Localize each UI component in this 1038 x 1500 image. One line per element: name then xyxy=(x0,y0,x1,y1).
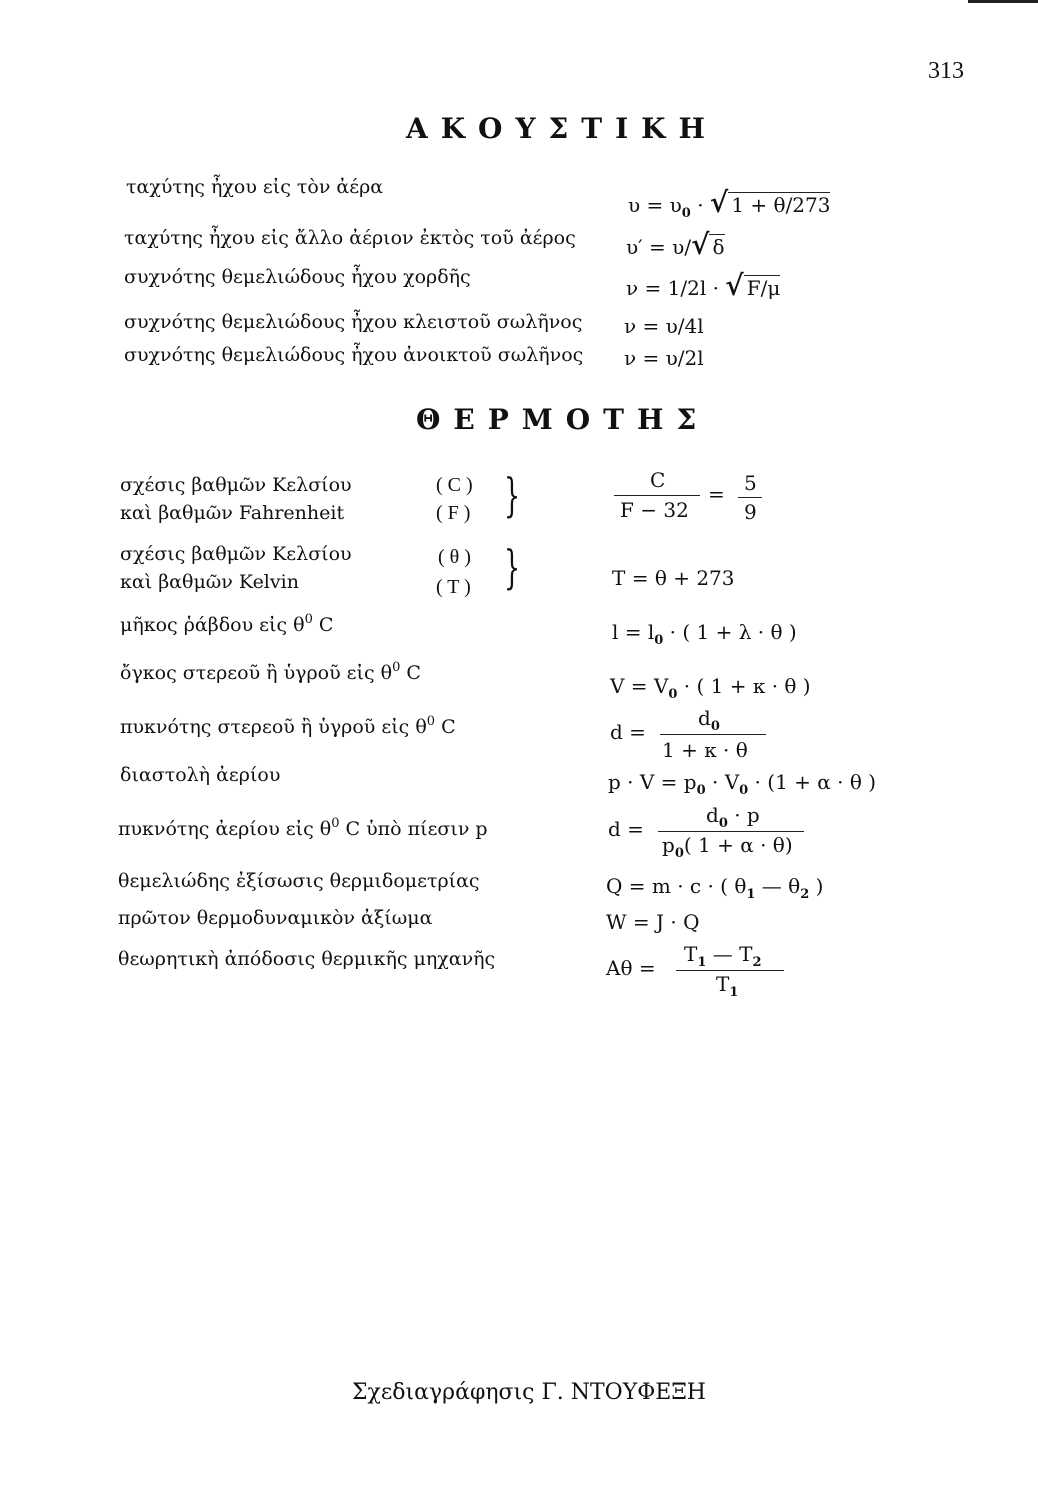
ck-label-2: καὶ βαθμῶν Kelvin xyxy=(120,571,299,593)
cf-brace: } xyxy=(504,468,521,522)
efficiency-fraction-line xyxy=(676,970,784,971)
acoustics-label-other-gas: ταχύτης ἦχου εἰς ἄλλο ἀέριον ἐκτὸς τοῦ ἀέρος xyxy=(124,227,576,249)
efficiency-lhs: Aθ = xyxy=(606,956,656,980)
calorimetry-label: θεμελιώδης ἐξίσωσις θερμιδομετρίας xyxy=(118,870,480,892)
efficiency-denominator: $T_1$ xyxy=(716,972,739,1000)
cf-num-left: C xyxy=(650,468,666,492)
gas-density-numerator: $d_0 \cdot p$ xyxy=(706,803,760,831)
gas-density-denominator: $p_0$( 1 + α · θ) xyxy=(662,833,793,861)
acoustics-title: ΑΚΟΥΣΤΙΚΗ xyxy=(406,112,718,145)
cf-label-2: καὶ βαθμῶν Fahrenheit xyxy=(120,502,345,524)
volume-label: ὄγκος στερεοῦ ἢ ὑγροῦ εἰς $\theta^0$ C xyxy=(120,660,421,684)
rod-length-formula: $l = l_0$ · ( 1 + λ · θ ) xyxy=(612,620,797,648)
density-denominator: 1 + κ · θ xyxy=(662,738,748,762)
acoustics-label-open-pipe: συχνότης θεμελιώδους ἦχου ἀνοικτοῦ σωλῆνος xyxy=(124,344,584,366)
density-lhs: d = xyxy=(610,720,646,744)
ck-formula: T = θ + 273 xyxy=(612,566,735,590)
ck-unit-t: ( T ) xyxy=(436,576,471,598)
cf-label-1: σχέσις βαθμῶν Κελσίου xyxy=(120,474,352,496)
cf-equals: = xyxy=(708,482,725,506)
cf-unit-c: ( C ) xyxy=(436,474,473,496)
gas-expansion-label: διαστολὴ ἀερίου xyxy=(120,764,281,786)
acoustics-formula-air: $\upsilon = \upsilon_0$ · √ 1 + θ/273 xyxy=(628,186,831,221)
ck-brace: } xyxy=(504,540,521,594)
gas-density-fraction-line xyxy=(658,831,804,832)
acoustics-label-closed-pipe: συχνότης θεμελιώδους ἦχου κλειστοῦ σωλῆνος xyxy=(124,311,583,333)
first-law-formula: W = J · Q xyxy=(606,910,700,934)
acoustics-formula-string: ν = 1/2l · √ F/μ xyxy=(626,269,781,302)
rod-length-label: μῆκος ῥάβδου εἰς $\theta^0$ C xyxy=(120,612,334,636)
density-fraction-line xyxy=(660,734,766,735)
cf-fraction-line-right xyxy=(738,497,762,498)
gas-density-lhs: d = xyxy=(608,817,644,841)
first-law-label: πρῶτον θερμοδυναμικὸν ἀξίωμα xyxy=(118,907,433,929)
density-numerator: $d_0$ xyxy=(698,706,720,734)
volume-formula: $V = V_0$ · ( 1 + κ · θ ) xyxy=(610,674,811,702)
credit-line: Σχεδιαγράφησις Γ. ΝΤΟΥΦΕΞΗ xyxy=(352,1380,706,1405)
cf-num-right: 5 xyxy=(744,471,757,495)
cf-den-right: 9 xyxy=(744,500,757,524)
ck-label-1: σχέσις βαθμῶν Κελσίου xyxy=(120,543,352,565)
calorimetry-formula: Q = m · c · ( $\theta_1$ — $\theta_2$ ) xyxy=(606,874,824,902)
acoustics-formula-closed-pipe: ν = υ/4l xyxy=(624,314,704,338)
acoustics-label-air: ταχύτης ἦχου εἰς τὸν ἀέρα xyxy=(126,176,384,198)
efficiency-label: θεωρητικὴ ἀπόδοσις θερμικῆς μηχανῆς xyxy=(118,948,496,970)
cf-den-left: F − 32 xyxy=(620,498,689,522)
cf-unit-f: ( F ) xyxy=(436,502,471,524)
page-number: 313 xyxy=(928,58,964,84)
gas-expansion-formula: $p \cdot V = p_0 \cdot V_0 \cdot (1 + \alpha \cdot \theta$ ) xyxy=(608,770,877,798)
acoustics-formula-other-gas: υ′ = υ/√ δ xyxy=(626,228,725,261)
density-label: πυκνότης στερεοῦ ἢ ὑγροῦ εἰς $\theta^0$ C xyxy=(120,714,456,738)
top-edge-rule xyxy=(968,0,1038,3)
gas-density-label: πυκνότης ἀερίου εἰς $\theta^0$ C ὑπὸ πίεσιν p xyxy=(118,816,488,840)
cf-fraction-line-left xyxy=(614,495,700,496)
acoustics-label-string: συχνότης θεμελιώδους ἦχου χορδῆς xyxy=(124,266,471,288)
ck-unit-theta: ( θ ) xyxy=(438,546,471,568)
heat-title: ΘΕΡΜΟΤΗΣ xyxy=(416,403,710,436)
efficiency-numerator: $T_1$ — $T_2$ xyxy=(684,942,762,970)
acoustics-formula-open-pipe: ν = υ/2l xyxy=(624,346,704,370)
